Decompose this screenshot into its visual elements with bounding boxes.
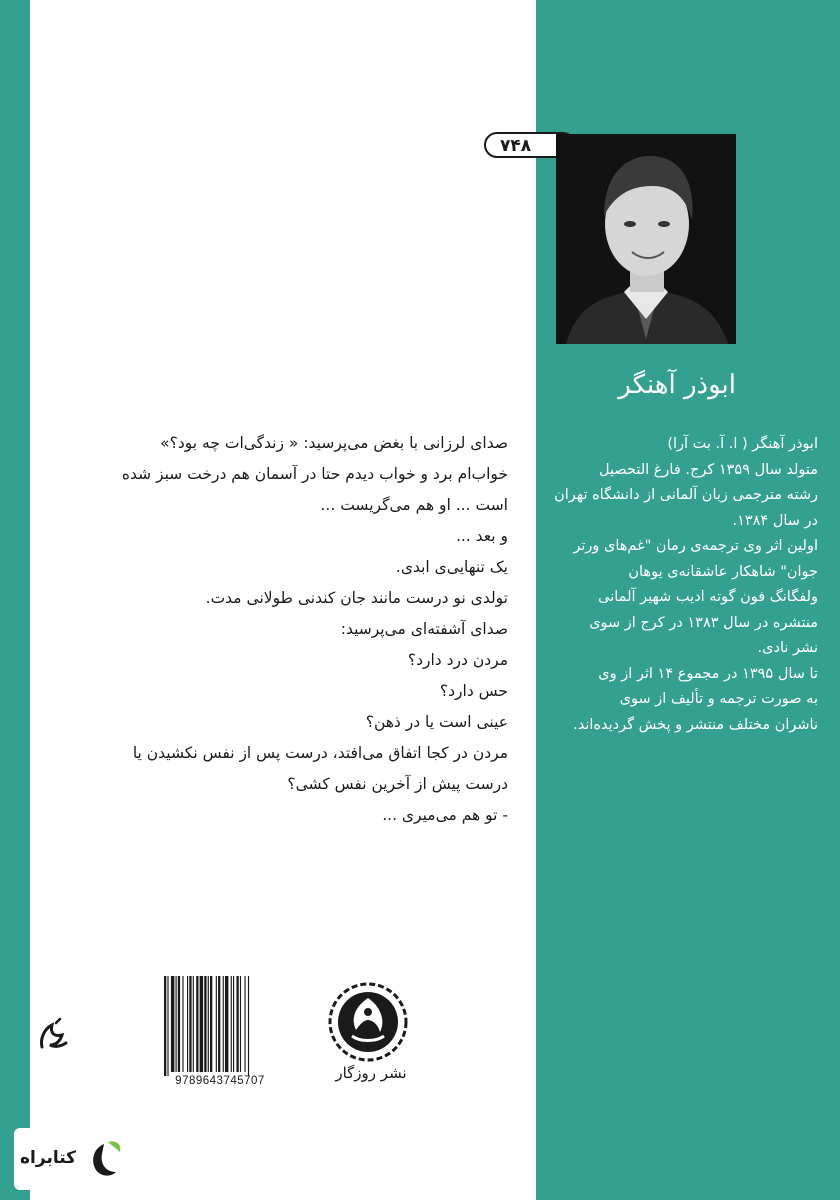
barcode-bar — [216, 976, 217, 1072]
bio-line: ابوذر آهنگر ( ا. آ. بت آرا) — [667, 436, 818, 452]
barcode-bar — [164, 976, 166, 1076]
bio-line: ناشران مختلف منتشر و پخش گردیده‌اند. — [573, 716, 818, 733]
excerpt-line: و بعد ... — [455, 527, 508, 545]
barcode-bar — [245, 976, 246, 1072]
barcode-bar — [223, 976, 224, 1072]
excerpt-line: تولدی نو درست مانند جان کندنی طولانی مدت. — [205, 589, 508, 607]
excerpt-line: درست پیش از آخرین نفس کشی؟ — [287, 775, 508, 793]
excerpt-line: یک تنهایی‌ی ابدی. — [395, 558, 508, 576]
bio-line: تا سال ۱۳۹۵ در مجموع ۱۴ اثر از وی — [598, 665, 818, 682]
imprint-logo — [34, 1015, 74, 1055]
bio-line: متولد سال ۱۳۵۹ کرج. فارغ التحصیل — [599, 461, 818, 478]
barcode-bar — [189, 976, 191, 1072]
bio-line: نشر نادی. — [757, 640, 818, 656]
barcode-bar — [200, 976, 203, 1072]
barcode-bar — [196, 976, 198, 1072]
barcode-bar — [182, 976, 183, 1072]
bio-line: ولفگانگ فون گوته ادیب شهیر آلمانی — [598, 589, 818, 605]
excerpt-line: عینی است یا در ذهن؟ — [365, 713, 508, 731]
publisher-name: نشر روزگار — [335, 1064, 407, 1082]
excerpt-line: خواب‌ام برد و خواب دیدم حتا در آسمان هم درخت سبز شده — [121, 465, 508, 483]
excerpt-line: حس دارد؟ — [439, 682, 508, 700]
barcode-bar — [236, 976, 238, 1072]
excerpt-line: صدای آشفته‌ای می‌پرسید: — [340, 620, 508, 638]
barcode-bar — [208, 976, 209, 1072]
excerpt-line: است ... او هم می‌گریست ... — [320, 496, 508, 514]
barcode-bar — [178, 976, 180, 1072]
barcode-bar — [193, 976, 194, 1072]
author-name: ابوذر آهنگر — [618, 370, 736, 400]
barcode-bar — [210, 976, 212, 1072]
bio-line: در سال ۱۳۸۴. — [732, 512, 818, 529]
barcode-bar — [167, 976, 168, 1076]
barcode-bar — [233, 976, 234, 1072]
barcode-bar — [171, 976, 174, 1072]
bio-line: جوان" شاهکار عاشقانه‌ی یوهان — [628, 563, 818, 580]
bio-line: اولین اثر وی ترجمه‌ی رمان "غم‌های ورتر — [573, 538, 818, 554]
left-teal-strip — [0, 0, 30, 1200]
barcode-bar — [218, 976, 220, 1072]
bio-line: رشته مترجمی زبان آلمانی از دانشگاه تهران — [554, 487, 818, 503]
publisher-logo — [326, 980, 410, 1064]
bio-line: به صورت ترجمه و تألیف از سوی — [619, 691, 818, 707]
watermark-badge — [14, 1128, 126, 1190]
barcode-bar — [176, 976, 177, 1072]
barcode-bar — [231, 976, 232, 1072]
isbn-number: 9789643745707 — [175, 1075, 265, 1087]
book-excerpt — [121, 428, 508, 831]
barcode-bar — [240, 976, 241, 1072]
excerpt-line: - تو هم می‌میری ... — [382, 806, 508, 824]
barcode-bar — [248, 976, 249, 1076]
barcode-bar — [204, 976, 206, 1072]
barcode-bar — [187, 976, 188, 1072]
excerpt-line: صدای لرزانی با بغض می‌پرسید: « زندگی‌ات چه بود؟» — [160, 434, 508, 452]
excerpt-line: مردن در کجا اتفاق می‌افتد، درست پس از نفس نکشیدن یا — [132, 744, 508, 762]
watermark-text: کتابراه — [20, 1148, 77, 1168]
author-bio — [540, 432, 818, 738]
excerpt-line: مردن درد دارد؟ — [407, 651, 508, 669]
bio-line: منتشره در سال ۱۳۸۳ در کرج از سوی — [589, 614, 818, 631]
book-number: ۷۴۸ — [500, 136, 532, 156]
watermark-leaf-icon — [86, 1138, 126, 1180]
isbn-barcode — [160, 976, 280, 1076]
author-photo — [556, 134, 736, 344]
barcode-bar — [225, 976, 228, 1072]
